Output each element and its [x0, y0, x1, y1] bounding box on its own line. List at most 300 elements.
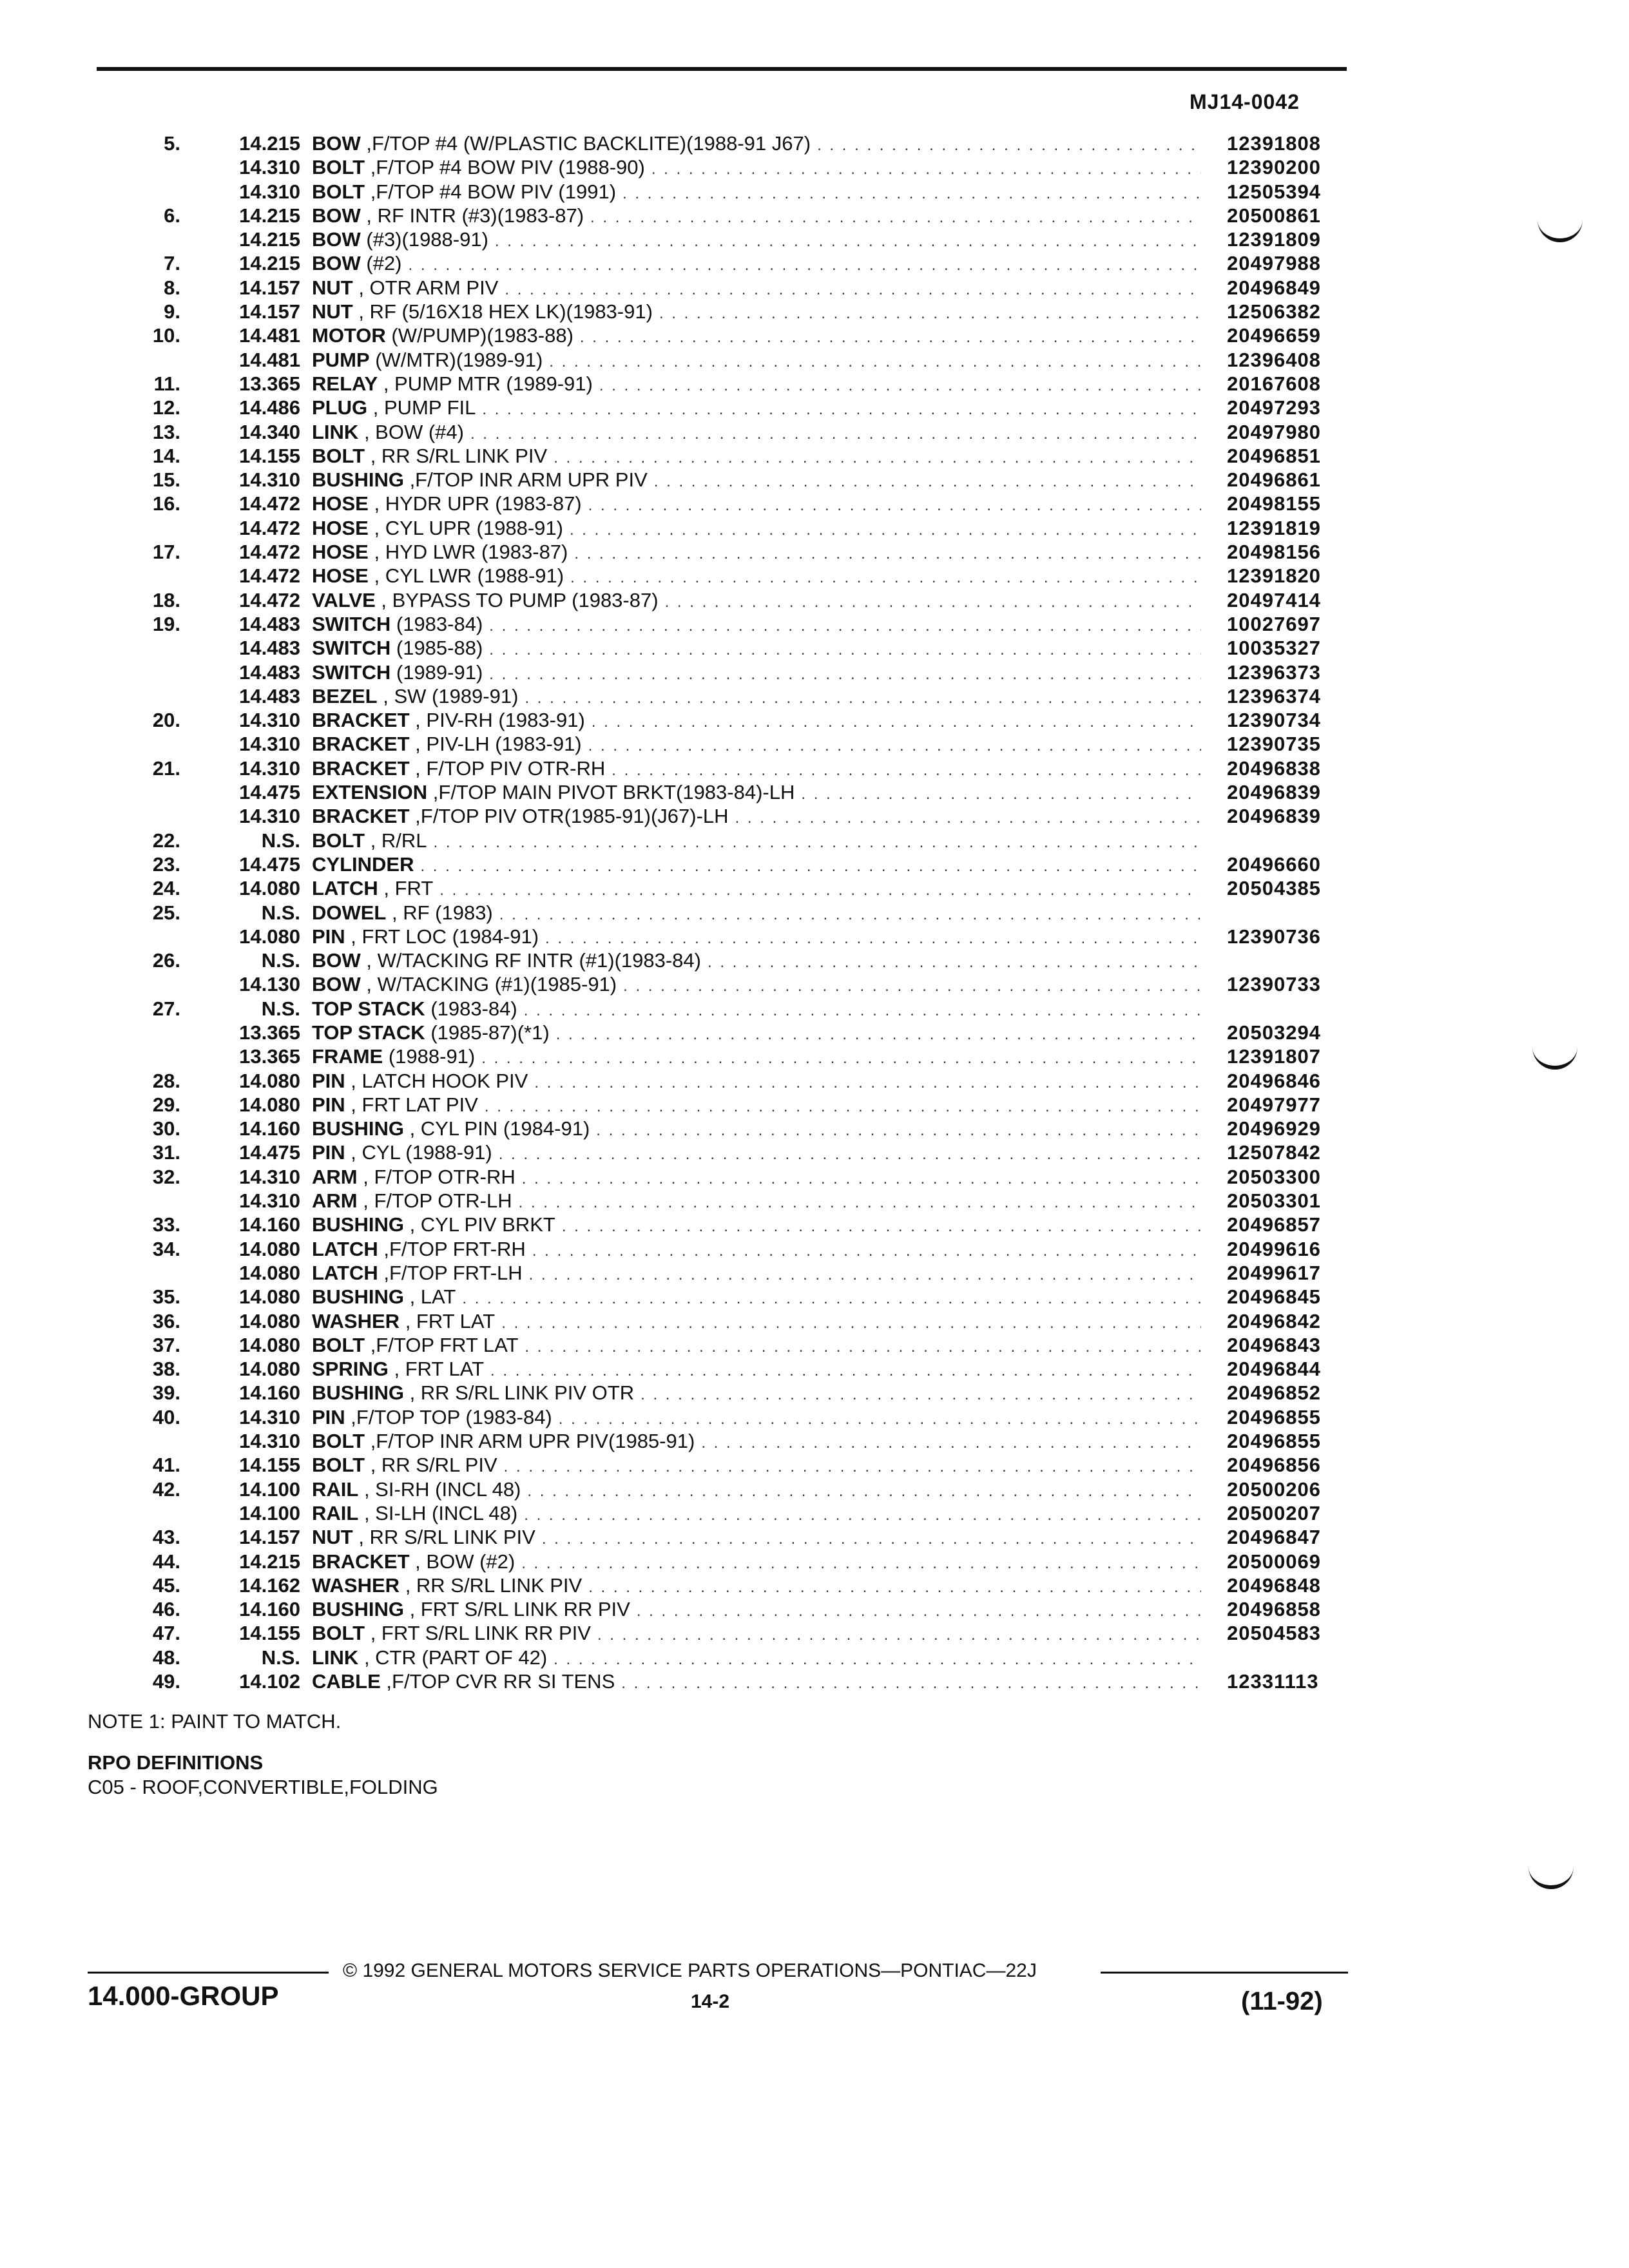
parts-row: [103, 972, 1366, 996]
ref-number: 19.: [152, 612, 180, 635]
description: [312, 444, 1201, 470]
part-detail: , FRT S/RL LINK RR PIV: [365, 1622, 591, 1645]
description: [312, 1069, 1201, 1095]
group-number: 14.486: [239, 396, 300, 419]
description: [312, 1285, 1201, 1311]
part-detail: , LAT: [403, 1285, 456, 1309]
dot-leader: [505, 278, 1201, 302]
parts-row: [103, 588, 1366, 612]
ref-number: 49.: [152, 1670, 180, 1693]
part-number: 12396374: [1227, 684, 1321, 707]
part-name: HOSE: [312, 492, 369, 515]
top-rule: [97, 67, 1347, 71]
part-number: 12391807: [1227, 1045, 1321, 1068]
group-number: 14.160: [239, 1381, 300, 1405]
description: [312, 372, 1201, 398]
ref-number: 38.: [152, 1358, 180, 1381]
description: [312, 756, 1201, 782]
parts-row: [103, 1021, 1366, 1044]
parts-row: [103, 372, 1366, 396]
dot-leader: [521, 1552, 1201, 1575]
part-detail: (1983-84): [425, 997, 517, 1020]
part-name: BUSHING: [312, 1598, 404, 1621]
part-name: LINK: [312, 1646, 359, 1669]
ref-number: 30.: [152, 1117, 180, 1140]
parts-row: [103, 180, 1366, 204]
dot-leader: [570, 566, 1201, 590]
parts-row: [103, 1189, 1366, 1213]
part-number: 20504385: [1227, 877, 1321, 900]
dot-leader: [524, 1503, 1201, 1527]
description: [312, 1646, 1201, 1671]
dot-leader: [482, 398, 1201, 421]
parts-row: [103, 1309, 1366, 1333]
part-detail: ,F/TOP INR ARM UPR PIV: [403, 468, 648, 492]
part-detail: , W/TACKING (#1)(1985-91): [360, 973, 617, 996]
description: [312, 1381, 1201, 1407]
dot-leader: [489, 614, 1201, 638]
parts-row: [103, 1669, 1366, 1693]
part-number: 20496839: [1227, 805, 1321, 828]
part-name: BOW: [312, 204, 361, 227]
part-name: BRACKET: [312, 733, 410, 756]
parts-row: [103, 1261, 1366, 1285]
part-detail: , CYL PIV BRKT: [403, 1213, 555, 1236]
parts-row: [103, 1213, 1366, 1236]
description: [312, 1429, 1201, 1455]
part-number: 12390733: [1227, 973, 1321, 996]
dot-leader: [527, 1479, 1201, 1503]
part-name: BOLT: [312, 1622, 365, 1645]
part-name: BRACKET: [312, 1550, 410, 1573]
group-number: 14.215: [239, 1550, 300, 1573]
dot-leader: [532, 1239, 1201, 1263]
parts-row: [103, 1429, 1366, 1453]
part-detail: , OTR ARM PIV: [352, 276, 499, 299]
group-number: 14.160: [239, 1117, 300, 1140]
ref-number: 17.: [152, 541, 180, 564]
binder-hole-mark: [1537, 213, 1583, 242]
part-number: 12390736: [1227, 925, 1321, 948]
dot-leader: [439, 878, 1201, 902]
group-number: 14.481: [239, 324, 300, 347]
part-detail: , CYL LWR (1988-91): [368, 564, 564, 588]
parts-row: [103, 323, 1366, 347]
part-number: 20167608: [1227, 372, 1321, 395]
part-number: 12331113: [1227, 1670, 1319, 1693]
group-number: 14.157: [239, 276, 300, 299]
description: [312, 348, 1201, 374]
description: [312, 251, 1201, 277]
description: [312, 1501, 1201, 1527]
parts-row: [103, 1237, 1366, 1261]
group-number: 14.310: [239, 1189, 300, 1213]
ref-number: 34.: [152, 1237, 180, 1260]
binder-hole-mark: [1528, 1860, 1574, 1889]
part-name: BRACKET: [312, 756, 410, 780]
ref-number: 14.: [152, 444, 180, 467]
part-number: 20496849: [1227, 276, 1321, 299]
dot-leader: [597, 1623, 1201, 1647]
dot-leader: [590, 206, 1201, 229]
group-number: N.S.: [261, 901, 300, 924]
part-number: 20496843: [1227, 1333, 1321, 1356]
description: [312, 876, 1201, 902]
part-name: EXTENSION: [312, 781, 428, 804]
part-detail: , PIV-RH (1983-91): [409, 709, 585, 732]
group-number: 14.160: [239, 1598, 300, 1621]
description: [312, 540, 1201, 566]
part-number: 20496861: [1227, 468, 1321, 492]
ref-number: 22.: [152, 829, 180, 852]
dot-leader: [504, 1455, 1201, 1479]
parts-row: [103, 1525, 1366, 1549]
group-number: 14.215: [239, 132, 300, 155]
ref-number: 41.: [152, 1454, 180, 1477]
part-name: ARM: [312, 1165, 358, 1188]
part-detail: , FRT LAT PIV: [345, 1093, 478, 1116]
part-number: 12391809: [1227, 228, 1321, 251]
parts-row: [103, 1140, 1366, 1164]
ref-number: 44.: [152, 1550, 180, 1573]
rpo-definition-item: C05 - ROOF,CONVERTIBLE,FOLDING: [88, 1776, 438, 1798]
part-name: MOTOR: [312, 324, 386, 347]
parts-list: [103, 131, 1366, 1693]
dot-leader: [701, 1431, 1201, 1455]
group-number: 14.310: [239, 805, 300, 828]
dot-leader: [562, 1215, 1201, 1238]
description: [312, 1550, 1201, 1575]
dot-leader: [499, 903, 1201, 927]
part-name: FRAME: [312, 1045, 383, 1068]
parts-row: [103, 420, 1366, 444]
group-number: 14.475: [239, 781, 300, 804]
dot-leader: [489, 638, 1201, 662]
parts-row: [103, 1597, 1366, 1621]
part-name: BRACKET: [312, 805, 410, 828]
dot-leader: [534, 1071, 1201, 1095]
dot-leader: [637, 1599, 1201, 1623]
dot-leader: [545, 927, 1201, 950]
description: [312, 204, 1201, 229]
dot-leader: [525, 686, 1201, 710]
note-1: NOTE 1: PAINT TO MATCH.: [88, 1710, 342, 1733]
dot-leader: [588, 1575, 1201, 1599]
part-name: BEZEL: [312, 684, 378, 707]
part-number: 20496845: [1227, 1285, 1321, 1309]
part-detail: ,F/TOP MAIN PIVOT BRKT(1983-84)-LH: [427, 781, 795, 804]
part-name: HOSE: [312, 541, 369, 564]
dot-leader: [409, 253, 1201, 277]
group-number: 14.080: [239, 1069, 300, 1092]
description: [312, 1117, 1201, 1142]
part-name: HOSE: [312, 564, 369, 588]
description: [312, 684, 1201, 710]
description: [312, 852, 1201, 878]
part-name: LATCH: [312, 877, 378, 900]
group-number: 13.365: [239, 1045, 300, 1068]
dot-leader: [490, 1359, 1201, 1383]
description: [312, 564, 1201, 590]
parts-row: [103, 1646, 1366, 1669]
group-number: N.S.: [261, 949, 300, 972]
group-number: 14.157: [239, 1526, 300, 1549]
parts-row: [103, 540, 1366, 564]
description: [312, 300, 1201, 325]
ref-number: 32.: [152, 1165, 180, 1188]
part-detail: ,F/TOP FRT LAT: [365, 1333, 519, 1356]
part-number: 20496842: [1227, 1309, 1321, 1332]
description: [312, 180, 1201, 206]
ref-number: 46.: [152, 1598, 180, 1621]
part-detail: , SW (1989-91): [377, 684, 519, 707]
part-detail: , R/RL: [365, 829, 427, 852]
parts-row: [103, 901, 1366, 925]
ref-number: 40.: [152, 1405, 180, 1428]
parts-row: [103, 468, 1366, 492]
group-number: 13.365: [239, 1021, 300, 1044]
ref-number: 43.: [152, 1526, 180, 1549]
part-name: BOLT: [312, 444, 365, 467]
parts-row: [103, 1093, 1366, 1117]
dot-leader: [522, 1167, 1201, 1191]
parts-row: [103, 155, 1366, 179]
group-number: 14.472: [239, 541, 300, 564]
parts-row: [103, 1069, 1366, 1093]
group-number: 14.310: [239, 733, 300, 756]
ref-number: 26.: [152, 949, 180, 972]
group-number: 14.102: [239, 1670, 300, 1693]
group-number: 14.080: [239, 1285, 300, 1309]
part-detail: , F/TOP OTR-LH: [357, 1189, 512, 1213]
part-name: WASHER: [312, 1573, 400, 1597]
part-number: 20496838: [1227, 756, 1321, 780]
part-name: PIN: [312, 1141, 345, 1164]
ref-number: 10.: [152, 324, 180, 347]
part-name: BUSHING: [312, 1213, 404, 1236]
dot-leader: [481, 1046, 1201, 1070]
part-name: CABLE: [312, 1670, 381, 1693]
parts-row: [103, 1357, 1366, 1381]
description: [312, 420, 1201, 446]
parts-row: [103, 948, 1366, 972]
part-number: 20496846: [1227, 1069, 1321, 1092]
group-number: 14.080: [239, 1093, 300, 1116]
part-name: BOW: [312, 228, 361, 251]
description: [312, 1333, 1201, 1359]
description: [312, 516, 1201, 542]
dot-leader: [622, 182, 1201, 206]
part-detail: , FRT S/RL LINK RR PIV: [403, 1598, 630, 1621]
dot-leader: [524, 999, 1201, 1023]
parts-row: [103, 756, 1366, 780]
part-detail: , LATCH HOOK PIV: [345, 1069, 528, 1092]
part-detail: , FRT LAT: [388, 1358, 485, 1381]
ref-number: 35.: [152, 1285, 180, 1309]
dot-leader: [654, 470, 1201, 494]
parts-row: [103, 1381, 1366, 1405]
part-name: BOW: [312, 132, 361, 155]
description: [312, 708, 1201, 734]
part-number: 20499616: [1227, 1237, 1321, 1260]
part-name: PUMP: [312, 348, 370, 371]
dot-leader: [621, 1671, 1201, 1695]
dot-leader: [501, 1311, 1201, 1335]
part-number: 10035327: [1227, 637, 1321, 660]
part-name: BOW: [312, 973, 361, 996]
footer-date-code: (11-92): [1241, 1987, 1323, 2015]
description: [312, 829, 1201, 854]
dot-leader: [470, 422, 1201, 446]
parts-row: [103, 300, 1366, 323]
description: [312, 396, 1201, 421]
description: [312, 1044, 1201, 1070]
dot-leader: [420, 854, 1201, 878]
part-number: 20497414: [1227, 588, 1321, 611]
group-number: 13.365: [239, 372, 300, 395]
ref-number: 18.: [152, 588, 180, 611]
binder-hole-mark: [1532, 1040, 1577, 1070]
description: [312, 1525, 1201, 1551]
part-number: 20496855: [1227, 1430, 1321, 1453]
description: [312, 732, 1201, 758]
part-detail: , FRT LAT: [400, 1309, 496, 1332]
part-number: 20500207: [1227, 1501, 1321, 1524]
group-number: 14.472: [239, 516, 300, 539]
part-name: PIN: [312, 1405, 345, 1428]
group-number: 14.215: [239, 228, 300, 251]
part-detail: (1988-91): [383, 1045, 476, 1068]
part-detail: , BOW (#2): [409, 1550, 516, 1573]
part-detail: (W/PUMP)(1983-88): [385, 324, 574, 347]
group-number: 14.475: [239, 1141, 300, 1164]
dot-leader: [599, 374, 1201, 398]
dot-leader: [596, 1119, 1201, 1142]
group-number: 14.472: [239, 492, 300, 515]
part-detail: , HYDR UPR (1983-87): [368, 492, 582, 515]
part-detail: , RR S/RL PIV: [365, 1454, 497, 1477]
part-number: 12391820: [1227, 564, 1321, 588]
dot-leader: [574, 542, 1201, 566]
part-detail: , BOW (#4): [358, 420, 464, 443]
description: [312, 1165, 1201, 1191]
part-detail: , RF (1983): [386, 901, 493, 924]
part-detail: (#2): [360, 252, 402, 275]
parts-row: [103, 1477, 1366, 1501]
description: [312, 468, 1201, 494]
ref-number: 5.: [164, 132, 180, 155]
part-name: BOLT: [312, 1454, 365, 1477]
dot-leader: [499, 1142, 1201, 1166]
dot-leader: [651, 157, 1201, 181]
part-detail: , RF INTR (#3)(1983-87): [360, 204, 584, 227]
group-number: 14.155: [239, 444, 300, 467]
description: [312, 227, 1201, 253]
group-number: 14.080: [239, 1358, 300, 1381]
ref-number: 23.: [152, 852, 180, 876]
part-number: 20496851: [1227, 444, 1321, 467]
group-number: 14.080: [239, 877, 300, 900]
group-number: 14.100: [239, 1501, 300, 1524]
part-number: 20497293: [1227, 396, 1321, 419]
ref-number: 12.: [152, 396, 180, 419]
parts-row: [103, 516, 1366, 540]
part-name: RAIL: [312, 1477, 359, 1501]
part-number: 12391808: [1227, 132, 1321, 155]
part-detail: , RR S/RL LINK PIV: [352, 1526, 535, 1549]
dot-leader: [485, 1095, 1201, 1119]
description: [312, 588, 1201, 614]
part-detail: , CYL (1988-91): [345, 1141, 492, 1164]
part-number: 20498156: [1227, 541, 1321, 564]
part-name: NUT: [312, 300, 353, 323]
part-detail: ,F/TOP #4 BOW PIV (1991): [365, 180, 617, 203]
parts-row: [103, 564, 1366, 588]
part-name: TOP STACK: [312, 997, 425, 1020]
group-number: 14.310: [239, 756, 300, 780]
part-name: BOLT: [312, 156, 365, 179]
part-detail: ,F/TOP FRT-LH: [378, 1261, 523, 1284]
part-number: 20496858: [1227, 1598, 1321, 1621]
parts-row: [103, 1285, 1366, 1309]
part-number: 20500206: [1227, 1477, 1321, 1501]
ref-number: 24.: [152, 877, 180, 900]
group-number: 14.080: [239, 1333, 300, 1356]
part-name: PLUG: [312, 396, 368, 419]
part-name: BUSHING: [312, 1381, 404, 1405]
dot-leader: [525, 1335, 1201, 1359]
dot-leader: [556, 1023, 1201, 1046]
group-number: 14.080: [239, 1309, 300, 1332]
parts-row: [103, 227, 1366, 251]
description: [312, 131, 1201, 157]
part-number: 12391819: [1227, 516, 1321, 539]
ref-number: 36.: [152, 1309, 180, 1332]
part-detail: (1985-88): [390, 637, 483, 660]
part-detail: , W/TACKING RF INTR (#1)(1983-84): [360, 949, 701, 972]
group-number: N.S.: [261, 1646, 300, 1669]
ref-number: 6.: [164, 204, 180, 227]
part-number: 20496852: [1227, 1381, 1321, 1405]
parts-row: [103, 660, 1366, 684]
part-number: 20496857: [1227, 1213, 1321, 1236]
group-number: 14.215: [239, 252, 300, 275]
part-name: BOW: [312, 949, 361, 972]
part-name: SPRING: [312, 1358, 389, 1381]
ref-number: 13.: [152, 420, 180, 443]
dot-leader: [462, 1287, 1201, 1311]
group-number: 14.340: [239, 420, 300, 443]
part-detail: , SI-LH (INCL 48): [358, 1501, 518, 1524]
footer-rule-left: [88, 1972, 329, 1974]
description: [312, 925, 1201, 950]
part-number: 20503294: [1227, 1021, 1321, 1044]
part-number: 20497977: [1227, 1093, 1321, 1116]
group-number: 14.483: [239, 612, 300, 635]
parts-row: [103, 492, 1366, 515]
group-number: 14.483: [239, 660, 300, 684]
part-name: PIN: [312, 1069, 345, 1092]
part-number: 20496856: [1227, 1454, 1321, 1477]
parts-row: [103, 732, 1366, 756]
part-detail: , F/TOP PIV OTR-RH: [409, 756, 606, 780]
part-detail: , RR S/RL LINK PIV OTR: [403, 1381, 635, 1405]
parts-row: [103, 1453, 1366, 1477]
footer-page-number: 14-2: [691, 1991, 730, 2012]
part-detail: , FRT: [378, 877, 434, 900]
part-number: 20497980: [1227, 420, 1321, 443]
part-detail: ,F/TOP INR ARM UPR PIV(1985-91): [365, 1430, 695, 1453]
